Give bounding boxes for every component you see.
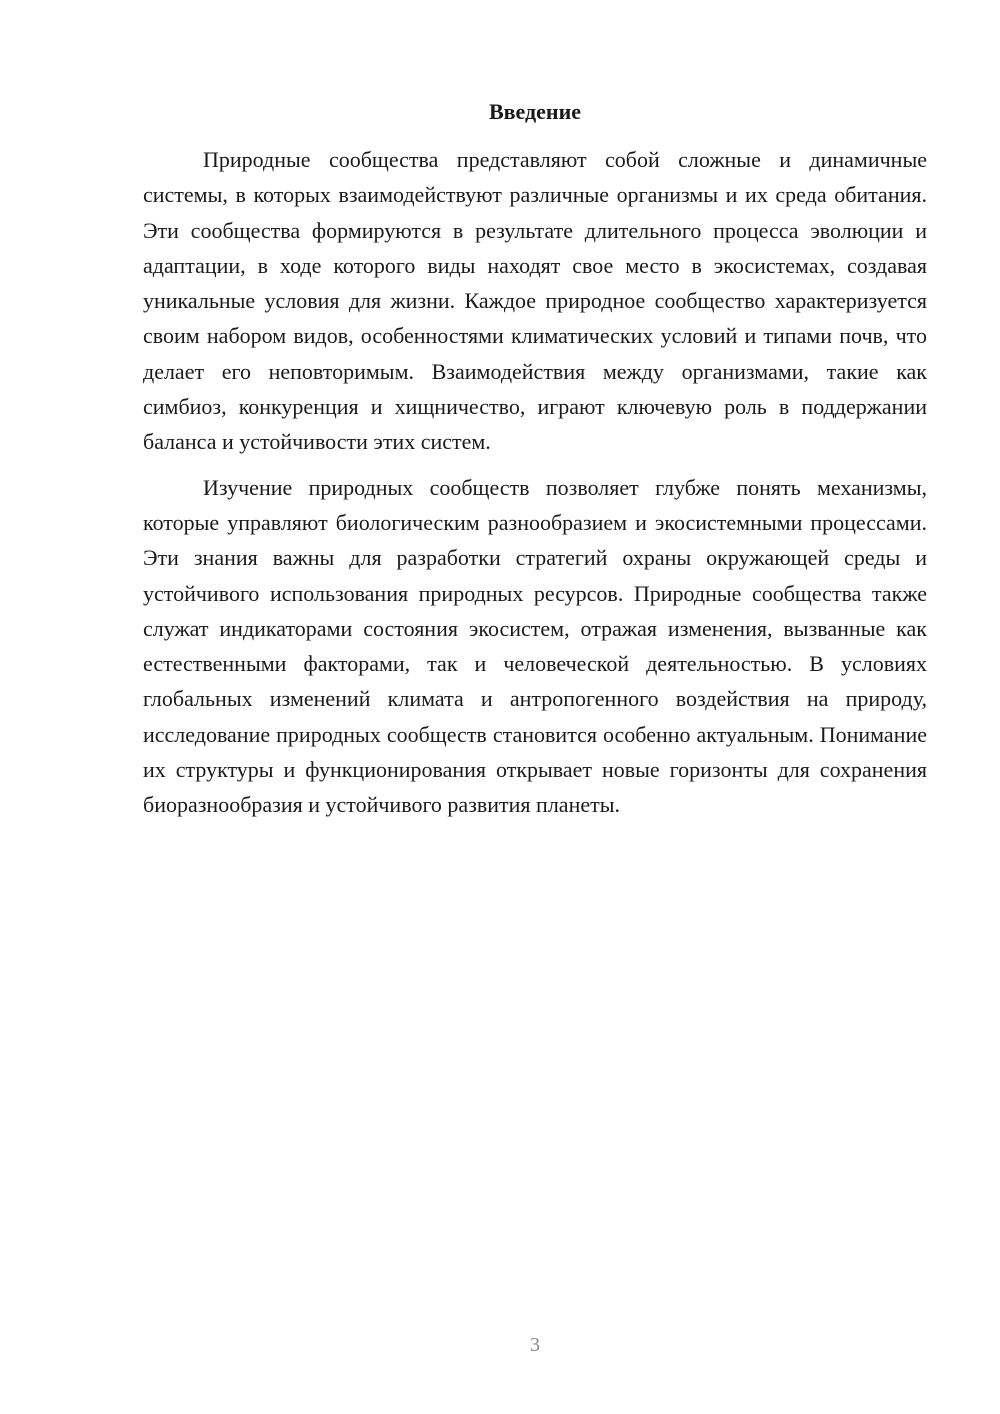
section-title: Введение xyxy=(488,99,582,124)
paragraph-2: Изучение природных сообществ позволяет глубже понять механизмы, которые управляют биологическим разнообразием и экосистемными процессами. Эти знания важны для разработки стратегий охраны окружающей среды и устойчивого использования природных ресурсов. Природные сообщества также служат индикаторами состояния экосистем, отражая изменения, вызванные как естественными факторами, так и человеческой деятельностью. В условиях глобальных изменений климата и антропогенного воздействия на природу, исследование природных сообществ становится особенно актуальным. Понимание их структуры и функционирования открывает новые горизонты для сохранения биоразнообразия и устойчивого развития планеты. xyxy=(143,474,927,818)
body-text xyxy=(143,142,927,823)
paragraph-1: Природные сообщества представляют собой сложные и динамичные системы, в которых взаимодействуют различные организмы и их среда обитания. Эти сообщества формируются в результате длительного процесса эволюции и адаптации, в ходе которого виды находят свое место в экосистемах, создавая уникальные условия для жизни. Каждое природное сообщество характеризуется своим набором видов, особенностями климатических условий и типами почв, что делает его неповторимым. Взаимодействия между организмами, такие как симбиоз, конкуренция и хищничество, играют ключевую роль в поддержании баланса и устойчивости этих систем. xyxy=(143,147,927,455)
page-number: 3 xyxy=(530,1334,540,1356)
